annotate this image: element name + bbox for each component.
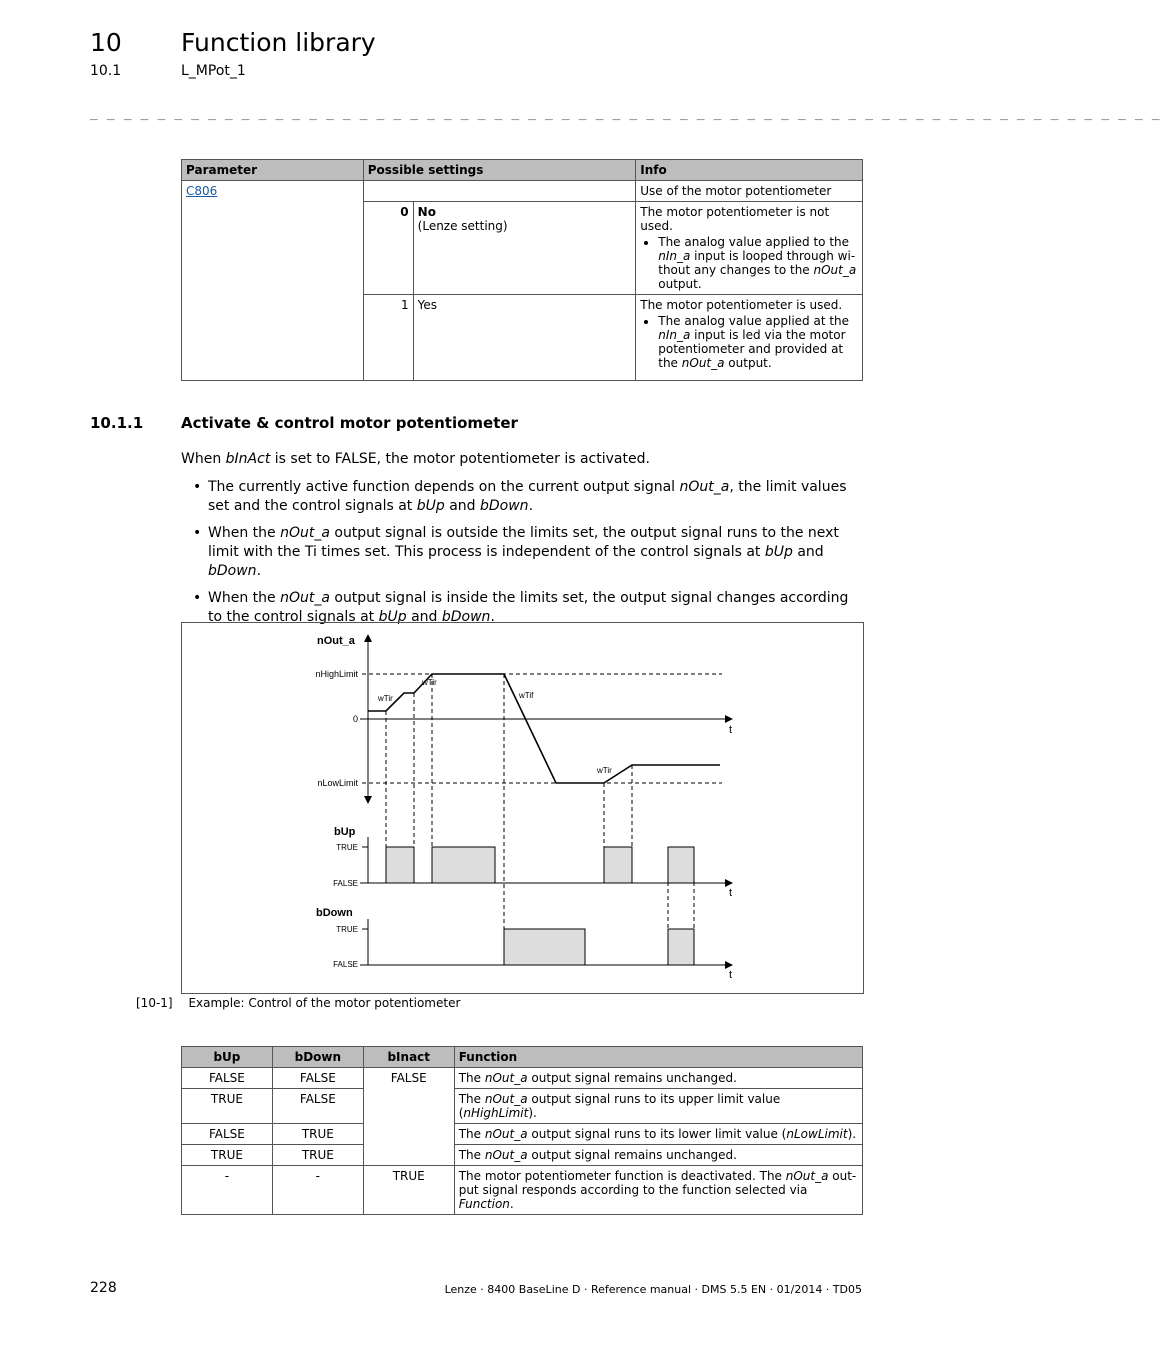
param-setting-label: No	[417, 205, 436, 219]
param-header-settings: Possible settings	[363, 160, 636, 181]
param-setting-label: Yes	[417, 298, 438, 312]
cell-function: The nOut_a output signal runs to its upper limit value (nHighLimit).	[454, 1089, 862, 1124]
bullet-item: • When the nOut_a output signal is outside the limits set, the output signal runs to the next limit with the Ti times set. This process is independent of the control signals at bUp and bDown.	[193, 525, 839, 579]
intro-paragraph: When bInAct is set to FALSE, the motor potentiometer is activated.	[181, 451, 650, 467]
bup-true-label: TRUE	[336, 843, 358, 852]
func-header-bup: bUp	[182, 1047, 273, 1068]
param-value-1: 1	[363, 295, 413, 381]
param-code-link[interactable]: C806	[186, 184, 218, 198]
table-row	[182, 1166, 863, 1215]
caption-text: Example: Control of the motor potentiometer	[188, 996, 461, 1010]
timing-diagram-frame	[181, 622, 864, 994]
header-rule: _ _ _ _ _ _ _ _ _ _ _ _ _ _ _ _ _ _ _ _ _ _ _ _ _ _ _ _ _ _ _ _ _ _ _ _ _ _ _ _ _ _ _ _ _ _ _ _ _ _ _ _ _ _ _ _ _ _ _ _ _ _ _ _	[90, 106, 1160, 121]
wtir-label-2: wTir	[422, 678, 437, 687]
bdown-false-label: FALSE	[333, 960, 358, 969]
cell-binact: TRUE	[363, 1166, 454, 1215]
cell-function: The motor potentiometer function is deactivated. The nOut_a out-put signal responds according to the function selected via Function.	[454, 1166, 862, 1215]
subsection-title: Activate & control motor potentiometer	[181, 414, 518, 432]
cell-binact: FALSE	[363, 1068, 454, 1166]
bdown-t-label: t	[729, 969, 733, 981]
param-setting-sublabel: (Lenze setting)	[417, 219, 508, 233]
bdown-label: bDown	[316, 907, 353, 919]
cell-bdown: FALSE	[272, 1068, 363, 1089]
bup-pulse	[668, 847, 694, 883]
page-number: 228	[90, 1280, 117, 1296]
param-info-text: The motor potentiometer is used.	[640, 298, 843, 312]
func-header-bdown: bDown	[272, 1047, 363, 1068]
param-info-bullet: • The analog value applied to the nIn_a input is looped through wi-thout any changes to the nOut_a output.	[658, 235, 858, 291]
param-value-0: 0	[363, 202, 413, 295]
cell-bdown: TRUE	[272, 1124, 363, 1145]
document-info: Lenze · 8400 BaseLine D · Reference manual · DMS 5.5 EN · 01/2014 · TD05	[444, 1283, 862, 1296]
cell-bdown: TRUE	[272, 1145, 363, 1166]
bdown-true-label: TRUE	[336, 925, 358, 934]
table-row	[182, 1145, 863, 1166]
section-title: L_MPot_1	[181, 63, 246, 79]
bdown-pulse	[504, 929, 585, 965]
bup-label: bUp	[334, 826, 356, 838]
parameter-table	[181, 159, 863, 381]
table-row	[182, 1068, 863, 1089]
bullet-list	[181, 478, 861, 635]
cell-function: The nOut_a output signal remains unchanged.	[454, 1145, 862, 1166]
table-row	[182, 1089, 863, 1124]
chapter-title: Function library	[181, 28, 376, 57]
bullet-item: • The currently active function depends on the current output signal nOut_a, the limit values set and the control signals at bUp and bDown.	[193, 479, 847, 514]
bup-t-label: t	[729, 887, 733, 899]
wtif-label: wTif	[519, 691, 534, 700]
param-code-empty	[363, 181, 636, 202]
param-header-info: Info	[636, 160, 863, 181]
bup-pulse	[432, 847, 495, 883]
zero-label: 0	[352, 714, 358, 724]
chapter-number: 10	[90, 28, 122, 57]
t-label: t	[729, 724, 733, 736]
param-setting-0	[413, 202, 636, 295]
func-header-function: Function	[454, 1047, 862, 1068]
param-code-info: Use of the motor potentiometer	[636, 181, 863, 202]
param-info-text: The motor potentiometer is not used.	[640, 205, 830, 233]
nlow-label: nLowLimit	[317, 778, 358, 788]
cell-function: The nOut_a output signal runs to its lower limit value (nLowLimit).	[454, 1124, 862, 1145]
function-table	[181, 1046, 863, 1215]
cell-bup: FALSE	[182, 1124, 273, 1145]
table-row	[182, 1124, 863, 1145]
wtir-label-3: wTir	[597, 766, 612, 775]
figure-caption	[136, 996, 460, 1010]
func-header-binact: bInact	[363, 1047, 454, 1068]
bup-false-label: FALSE	[333, 879, 358, 888]
bup-pulse	[604, 847, 632, 883]
wtir-label-1: wTir	[378, 694, 393, 703]
cell-bdown: FALSE	[272, 1089, 363, 1124]
section-number: 10.1	[90, 63, 122, 79]
caption-number: [10-1]	[136, 996, 173, 1010]
param-code-cell	[182, 181, 364, 381]
nout-curve	[368, 674, 720, 783]
nout-label: nOut_a	[317, 635, 355, 647]
bullet-item: • When the nOut_a output signal is inside the limits set, the output signal changes according to the control signals at bUp and bDown.	[193, 590, 849, 625]
param-info-bullet: • The analog value applied at the nIn_a input is led via the motor potentiometer and provided at the nOut_a output.	[658, 314, 858, 370]
param-info-1	[636, 295, 863, 381]
cell-function: The nOut_a output signal remains unchanged.	[454, 1068, 862, 1089]
cell-bdown: -	[272, 1166, 363, 1215]
subsection-number: 10.1.1	[90, 414, 144, 432]
param-header-parameter: Parameter	[182, 160, 364, 181]
timing-diagram	[182, 623, 863, 993]
bdown-pulse	[668, 929, 694, 965]
param-info-0	[636, 202, 863, 295]
nhigh-label: nHighLimit	[315, 669, 358, 679]
cell-bup: FALSE	[182, 1068, 273, 1089]
cell-bup: TRUE	[182, 1089, 273, 1124]
cell-bup: TRUE	[182, 1145, 273, 1166]
bup-pulse	[386, 847, 414, 883]
param-setting-1	[413, 295, 636, 381]
cell-bup: -	[182, 1166, 273, 1215]
